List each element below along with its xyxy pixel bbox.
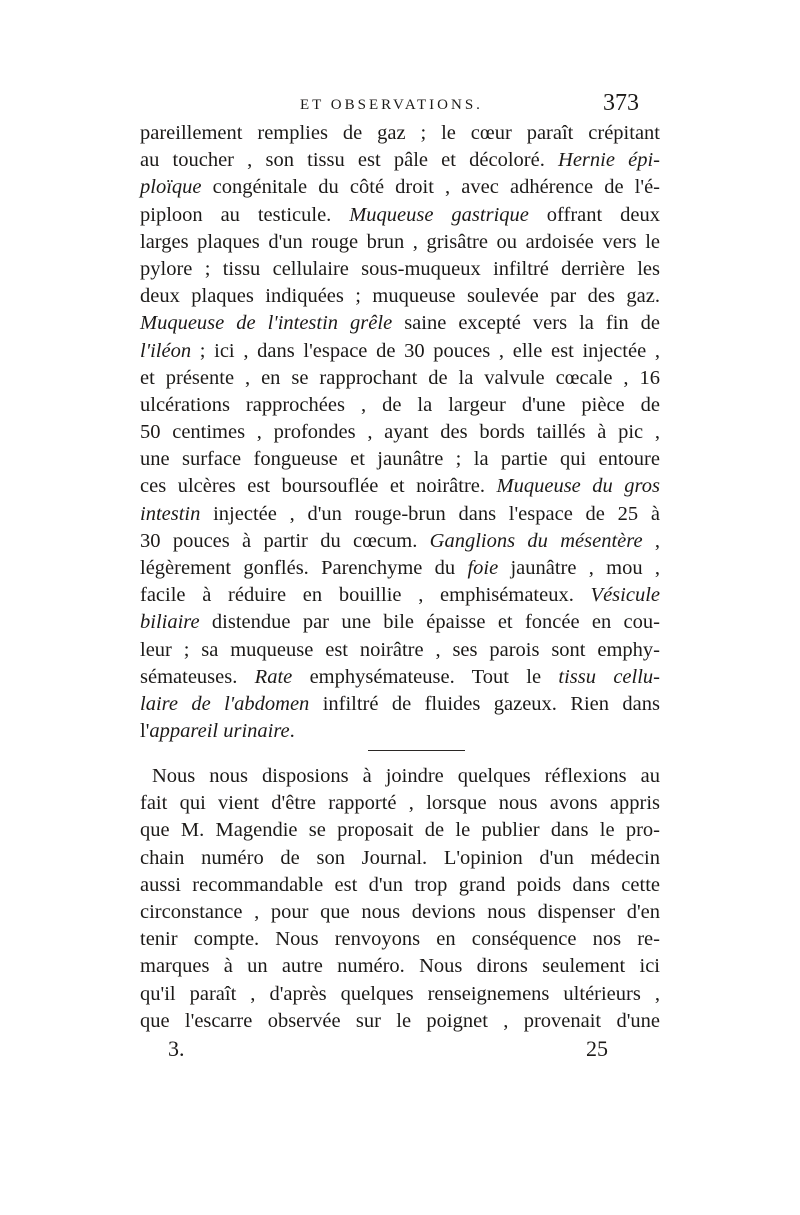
- italic-text-run: Muqueuse du gros: [496, 475, 660, 498]
- text-line: [140, 365, 660, 392]
- text-run: aussi recommandable est d'un trop grand poids dans cette: [140, 873, 660, 896]
- text-run: 50 centimes , profondes , ayant des bords taillés à pic ,: [140, 421, 660, 444]
- text-run: offrant deux: [528, 203, 660, 226]
- text-run: que l'escarre observée sur le poignet , provenait d'une: [140, 1009, 660, 1032]
- paragraph-autopsy-findings: [140, 120, 660, 745]
- text-run: sémateuses.: [140, 665, 255, 688]
- text-line: [140, 310, 660, 337]
- text-line: [140, 926, 660, 953]
- text-run: une surface fongueuse et jaunâtre ; la partie qui entoure: [140, 448, 660, 471]
- text-run: circonstance , pour que nous devions nous dispenser d'en: [140, 900, 660, 923]
- paragraph-editorial-note: [140, 763, 660, 1035]
- italic-text-run: foie: [467, 557, 499, 579]
- italic-text-run: l'iléon: [140, 339, 192, 362]
- text-line: [140, 899, 660, 926]
- text-line: [140, 609, 660, 636]
- text-line: [140, 283, 660, 310]
- italic-text-run: Vésicule: [590, 584, 660, 607]
- gathering-number: 25: [586, 1036, 608, 1061]
- signature-mark: 3.: [168, 1036, 185, 1061]
- text-line: [140, 691, 660, 718]
- text-run: injectée , d'un rouge-brun dans l'espace de 25 à: [200, 502, 660, 525]
- text-run: au toucher , son tissu est pâle et décoloré.: [140, 149, 559, 172]
- italic-text-run: biliaire: [140, 611, 200, 634]
- text-line: [140, 501, 660, 528]
- italic-text-run: intestin: [140, 502, 201, 525]
- text-run: .: [289, 720, 295, 743]
- text-run: Nous nous disposions à joindre quelques réflexions au: [152, 765, 660, 787]
- running-head: ET OBSERVATIONS.: [300, 97, 483, 113]
- text-line: [140, 790, 660, 817]
- text-run: tenir compte. Nous renvoyons en conséquence nos re-: [140, 928, 660, 951]
- text-line: [140, 338, 660, 365]
- text-run: piploon au testicule.: [140, 203, 350, 226]
- text-line: [140, 147, 660, 174]
- italic-text-run: Muqueuse de l'intestin grêle: [140, 312, 393, 335]
- text-line: [140, 582, 660, 609]
- text-line: [140, 953, 660, 980]
- text-line: [140, 120, 660, 147]
- text-run: marques à un autre numéro. Nous dirons seulement ici: [140, 955, 660, 978]
- text-run: facile à réduire en bouillie , emphisémateux.: [140, 584, 591, 607]
- italic-text-run: Hernie épi-: [558, 149, 660, 172]
- text-run: congénitale du côté droit , avec adhérence de l'é-: [201, 176, 660, 199]
- italic-text-run: Muqueuse gastrique: [349, 203, 529, 226]
- text-line: [140, 174, 660, 201]
- text-line: [140, 473, 660, 500]
- text-line: [140, 637, 660, 664]
- text-line: [140, 528, 660, 555]
- text-line: [140, 202, 660, 229]
- text-run: légèrement gonflés. Parenchyme du: [140, 557, 468, 579]
- text-run: chain numéro de son Journal. L'opinion d'un médecin: [140, 846, 660, 869]
- text-line: [140, 555, 660, 582]
- text-run: ces ulcères est boursouflée et noirâtre.: [140, 475, 497, 498]
- text-run: leur ; sa muqueuse est noirâtre , ses parois sont emphy-: [140, 638, 660, 661]
- text-run: larges plaques d'un rouge brun , grisâtre ou ardoisée vers le: [140, 230, 660, 253]
- italic-text-run: laire de l'abdomen: [140, 692, 310, 715]
- text-run: et présente , en se rapprochant de la valvule cœcale , 16: [140, 366, 660, 389]
- section-divider-rule: [368, 750, 465, 751]
- text-run: saine excepté vers la fin de: [392, 312, 660, 335]
- text-run: 30 pouces à partir du cœcum.: [140, 529, 430, 552]
- text-run: l': [140, 720, 150, 743]
- text-line: [140, 256, 660, 283]
- text-run: fait qui vient d'être rapporté , lorsque nous avons appris: [140, 792, 660, 815]
- italic-text-run: Ganglions du mésentère: [429, 529, 643, 552]
- text-line: [140, 1008, 660, 1035]
- text-line: [140, 446, 660, 473]
- italic-text-run: tissu cellu-: [558, 665, 660, 688]
- text-run: ulcérations rapprochées , de la largeur d'une pièce de: [140, 393, 660, 416]
- italic-text-run: appareil urinaire: [149, 720, 290, 743]
- text-line: [140, 229, 660, 256]
- page-number: 373: [603, 90, 639, 116]
- text-line: [140, 763, 660, 790]
- text-line: [140, 419, 660, 446]
- italic-text-run: Rate: [254, 665, 293, 688]
- text-line: [140, 817, 660, 844]
- text-run: deux plaques indiquées ; muqueuse soulevée par des gaz.: [140, 285, 660, 308]
- text-run: jaunâtre , mou ,: [498, 557, 660, 579]
- text-line: [140, 845, 660, 872]
- text-run: ; ici , dans l'espace de 30 pouces , elle est injectée ,: [191, 339, 660, 362]
- italic-text-run: ploïque: [140, 176, 202, 199]
- text-run: que M. Magendie se proposait de le publier dans le pro-: [140, 819, 660, 842]
- text-line: [140, 981, 660, 1008]
- text-run: pylore ; tissu cellulaire sous-muqueux infiltré derrière les: [140, 257, 660, 280]
- text-line: [140, 718, 660, 745]
- text-line: [140, 392, 660, 419]
- text-run: infiltré de fluides gazeux. Rien dans: [309, 692, 660, 715]
- text-run: pareillement remplies de gaz ; le cœur paraît crépitant: [140, 122, 660, 144]
- text-run: distendue par une bile épaisse et foncée en cou-: [199, 611, 660, 634]
- text-run: emphysémateuse. Tout le: [292, 665, 559, 688]
- text-run: qu'il paraît , d'après quelques renseignemens ultérieurs ,: [140, 982, 660, 1005]
- text-run: ,: [642, 529, 661, 552]
- text-line: [140, 664, 660, 691]
- text-line: [140, 872, 660, 899]
